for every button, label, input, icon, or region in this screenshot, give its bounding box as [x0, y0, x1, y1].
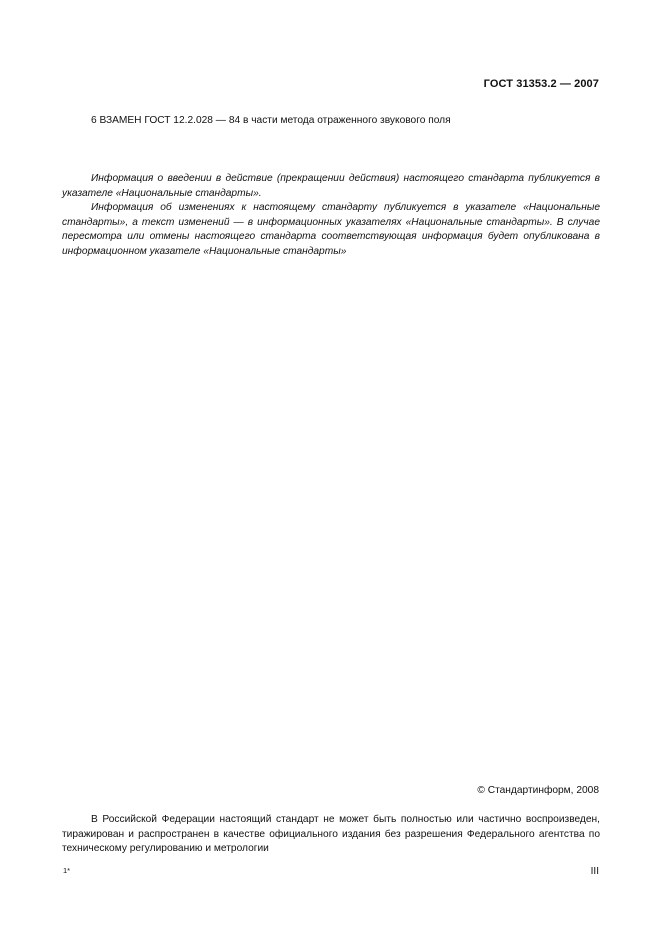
replaces-note: 6 ВЗАМЕН ГОСТ 12.2.028 — 84 в части метода отраженного звукового поля [91, 115, 451, 126]
publication-info-paragraph: Информация о введении в действие (прекращении действия) настоящего стандарта публикуется в указателе «Национальные стандарты». [62, 173, 600, 199]
amendments-info-paragraph: Информация об изменениях к настоящему стандарту публикуется в указателе «Национальные стандарты», а текст изменений — в информационных указателях «Национальные стандарты». В случае пересмотра или отмены настоящего стандарта соответствующая информация будет опубликована в информационном указателе «Национальные стандарты» [62, 202, 600, 257]
page-number: III [590, 866, 599, 877]
copyright-notice: © Стандартинформ, 2008 [477, 785, 599, 796]
publication-info-block [62, 172, 600, 260]
standard-code-header: ГОСТ 31353.2 — 2007 [483, 78, 599, 90]
legal-notice [62, 813, 600, 857]
print-signature-mark: 1* [63, 866, 71, 875]
legal-notice-paragraph: В Российской Федерации настоящий стандарт не может быть полностью или частично воспроизведен, тиражирован и распространен в качестве официального издания без разрешения Федерального агентства по техническому регулированию и метрологии [62, 814, 600, 855]
